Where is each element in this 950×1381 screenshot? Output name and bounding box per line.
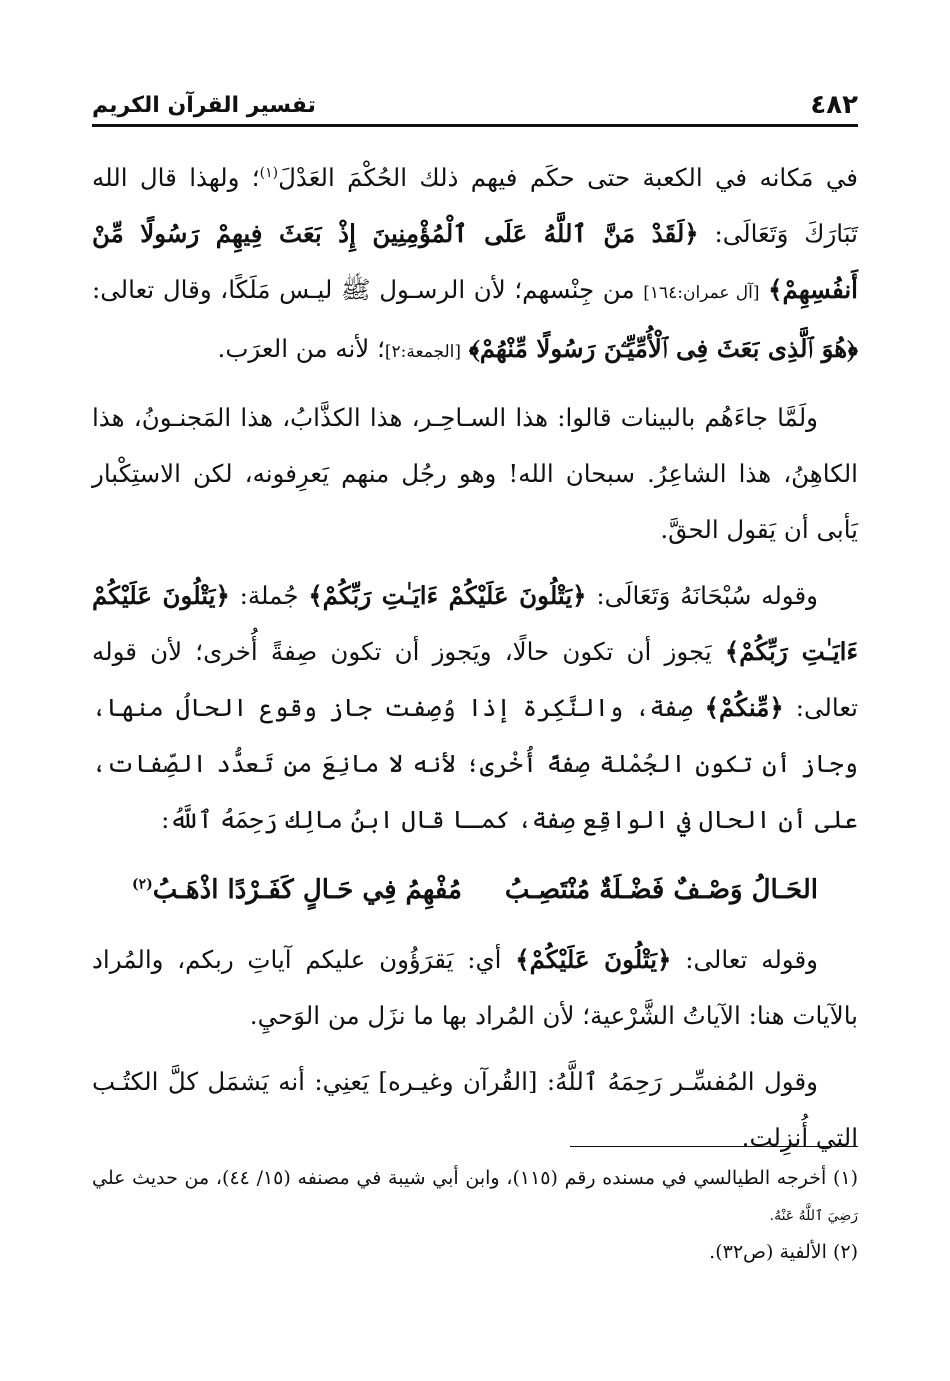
text-segment: يَجوز أن تكون حالًا، ويَجوز أن تكون صِفةً أُخرى؛ لأن قوله تعالى: xyxy=(92,637,858,722)
footnote-1 xyxy=(92,1160,858,1234)
quran-verse: ﴿لَقَدْ مَنَّ ٱللَّهُ عَلَى ٱلْمُؤْمِنِينَ إِذْ بَعَثَ فِيهِمْ رَسُولًا مِّنْ أَنفُسِهِمْ﴾ xyxy=(92,219,858,304)
text-segment: ؛ لأنه من العرَب. xyxy=(217,334,385,363)
text-segment: جُملة: xyxy=(239,581,299,610)
text-segment: وقوله تعالى: xyxy=(685,945,818,974)
paragraph-3 xyxy=(92,568,858,848)
paragraph-1 xyxy=(92,150,858,380)
text-segment: أي: يَقرَؤُون عليكم آياتِ ربكم، والمُراد بالآيات هنا: الآياتُ الشَّرْعية؛ لأن المُراد بها ما نزَل من الوَحيِ. xyxy=(92,945,858,1030)
footnote-honorific: رَضِيَ ٱللَّهُ عَنْهُ. xyxy=(769,1208,858,1224)
main-text xyxy=(92,150,858,1176)
verse-reference: [آل عمران:١٦٤] xyxy=(643,283,760,303)
poetry-verse xyxy=(92,862,858,918)
paragraph-4 xyxy=(92,932,858,1044)
page-header xyxy=(92,84,858,127)
paragraph-2: ولَمَّا جاءَهُم بالبينات قالوا: هذا السـاحِـر، هذا الكذَّابُ، هذا المَجنـونُ، هذا الكاهِنُ، هذا الشاعِرُ. سبحان الله! وهو رجُل منهم يَعرِفونه، لكن الاستِكْبار يَأبى أن يَقول الحقَّ. xyxy=(92,403,858,544)
text-segment: صِفة، والنَّكِرة إذا وُصِفت جاز وقوع الحالُ منها، وجاز أن تكون الجُمْلة صِفةً أُخْرى؛ لأنه لا مانِعَ من تَعدُّد الصِّفات، على أن الحال في الواقِع صِفة، كمـا قال ابنُ مالِك رَحِمَهُ ٱللَّهُ: xyxy=(92,693,858,834)
text-segment: من جِنْسهم؛ لأن الرسـول ﷺ ليـس مَلَكًا، وقال تعالى: xyxy=(92,275,635,304)
quran-verse: ﴿يَتْلُونَ عَلَيْكُمْ ءَايَـٰتِ رَبِّكُمْ﴾ xyxy=(308,581,587,610)
quran-verse: ﴿مِّنكُمْ﴾ xyxy=(704,693,784,722)
text-segment: في مَكانه في الكعبة حتى حكَم فيهم ذلك الحُكْمَ العَدْلَ xyxy=(278,163,859,192)
verse-hemistich-right: الحَـالُ وَصْـفٌ فَضْـلَةٌ مُنْتَصِـبُ xyxy=(504,875,818,905)
verse-text: مُفْهِمُ فِي حَـالٍ كَفَـرْدًا اذْهَـبُ xyxy=(152,875,462,905)
footnotes xyxy=(92,1160,858,1270)
text-segment: ؛ ولهذا قال الله تَبَارَكَ وَتَعَالَى: xyxy=(92,163,858,248)
quran-verse: ﴿هُوَ ٱلَّذِى بَعَثَ فِى ٱلْأُمِّيِّـۧنَ رَسُولًا مِّنْهُمْ﴾ xyxy=(468,334,858,363)
book-title: تفسير القرآن الكريم xyxy=(92,93,316,118)
verse-hemistich-left xyxy=(132,862,462,918)
footnote-2: (٢) الألفية (ص٣٢). xyxy=(709,1241,858,1263)
verse-reference: [الجمعة:٢] xyxy=(384,342,462,362)
footnote-text: (١) أخرجه الطيالسي في مسنده رقم (١١٥)، وابن أبي شيبة في مصنفه (١٥/ ٤٤)، من حديث علي xyxy=(92,1167,858,1189)
quran-verse: ﴿يَتْلُونَ عَلَيْكُمْ﴾ xyxy=(515,945,672,974)
footnote-separator xyxy=(570,1146,858,1147)
page-number: ٤٨٢ xyxy=(810,90,858,120)
paragraph-5: وقول المُفسِّـر رَحِمَهُ ٱللَّهُ: [القُرآن وغيـره] يَعنِي: أنه يَشمَل كلَّ الكتُـب التي أُنزِلت. xyxy=(92,1067,858,1152)
footnote-marker-1[interactable]: (١) xyxy=(259,164,279,181)
quran-verse: ﴿يَتْلُونَ عَلَيْكُمْ ءَايَـٰتِ رَبِّكُمْ﴾ xyxy=(92,581,858,666)
footnote-marker-2[interactable]: (٢) xyxy=(132,876,153,893)
text-segment: وقوله سُبْحَانَهُ وَتَعَالَى: xyxy=(596,581,818,610)
